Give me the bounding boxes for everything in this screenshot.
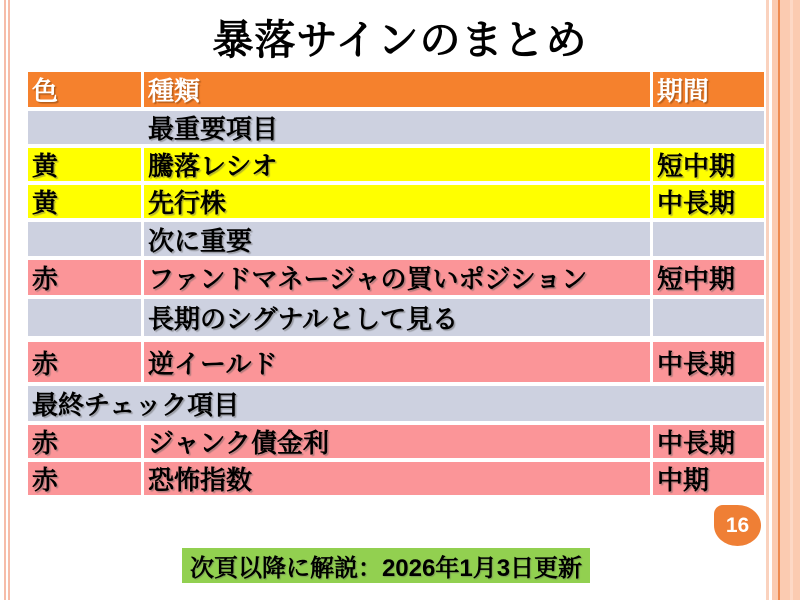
right-border-band: [772, 0, 800, 600]
footer-note-banner: 次頁以降に解説：2026年1月3日更新: [182, 548, 590, 583]
page-number-badge: 16: [714, 505, 761, 546]
table-header-row: [28, 72, 764, 107]
cell-period: [653, 222, 764, 256]
cell-period: [653, 299, 764, 336]
cell-period: 中長期: [653, 185, 764, 218]
section-row-label: 最終チェック項目: [28, 386, 764, 421]
cell-color: [28, 222, 141, 256]
right-border-highlight-line: [790, 0, 793, 600]
cell-color: 赤: [28, 462, 141, 495]
cell-color: 黄: [28, 148, 141, 181]
header-cell-type: 種類: [144, 72, 650, 107]
cell-type: ファンドマネージャの買いポジション: [144, 260, 650, 295]
cell-color: 赤: [28, 342, 141, 382]
table-row: [28, 185, 764, 218]
table-row: [28, 148, 764, 181]
cell-color: 赤: [28, 260, 141, 295]
cell-type: 次に重要: [144, 222, 650, 256]
cell-period: 短中期: [653, 260, 764, 295]
table-row: [28, 222, 764, 256]
table-row: [28, 342, 764, 382]
right-border-stripe: [766, 0, 769, 600]
cell-period: 中長期: [653, 342, 764, 382]
cell-type: 長期のシグナルとして見る: [144, 299, 650, 336]
header-cell-color: 色: [28, 72, 141, 107]
signals-table: [28, 72, 764, 499]
left-border-line: [4, 0, 6, 600]
slide-title: 暴落サインのまとめ: [212, 17, 588, 63]
cell-type: ジャンク債金利: [144, 425, 650, 458]
right-border-accent-line: [778, 0, 780, 600]
cell-type: 恐怖指数: [144, 462, 650, 495]
table-row: [28, 111, 764, 144]
section-row-label: 最重要項目: [28, 111, 764, 144]
cell-period: 中期: [653, 462, 764, 495]
cell-period: 短中期: [653, 148, 764, 181]
table-row: [28, 260, 764, 295]
cell-color: 黄: [28, 185, 141, 218]
table-row: [28, 425, 764, 458]
cell-type: 逆イールド: [144, 342, 650, 382]
table-row: [28, 386, 764, 421]
cell-color: 赤: [28, 425, 141, 458]
table-row: [28, 299, 764, 336]
cell-type: 騰落レシオ: [144, 148, 650, 181]
left-border-line: [8, 0, 10, 600]
table-row: [28, 462, 764, 495]
cell-period: 中長期: [653, 425, 764, 458]
cell-color: [28, 299, 141, 336]
cell-type: 先行株: [144, 185, 650, 218]
header-cell-period: 期間: [653, 72, 764, 107]
